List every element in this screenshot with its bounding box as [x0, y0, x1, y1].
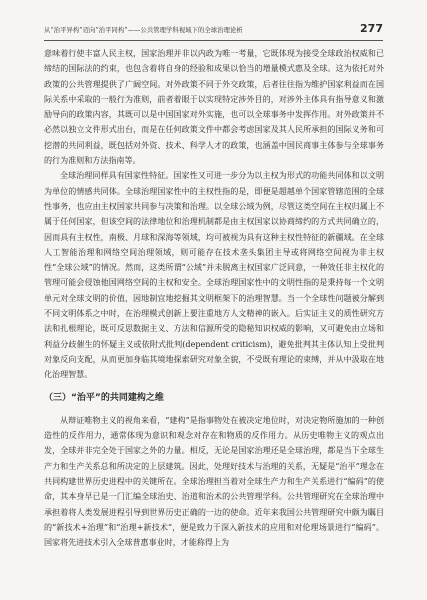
page-number: 277 — [360, 22, 383, 35]
section-heading: （三）“治平”的共同建构之维 — [44, 392, 164, 403]
running-head: 从“治平异构”迈向“治平同构”——公共管理学科视域下的全球治理论析 — [44, 27, 243, 34]
paragraph-dialectical-construction: 从辩证唯物主义的视角来看，“建构”是指事物处在被决定地位时，对决定物所施加的一种创造性的反作用力，通常体现为意识和观念对存在和物质的反作用力。从历史唯物主义的观点出发，全球并非完全处于国家之外的力量。相反，无论是国家治理还是全球治理，都是当下全球生产力和生产关系总和所决定的上层建筑。因此，处理好技术与治理的关系，无疑是“治平”理念在共同构建世界历史进程中的关键所在。全球治理担当着对全球生产力和生产关系进行“编码”的使命，其本身早已是一门汇编全球治史、治道和治术的公共管理学科。公共管理研究在全球治理中承担着将人类发展进程引导到世界历史正确的一边的使命。近年来我国公共管理研究中颇为瞩目的“新技术+治理”和“治理+新技术”，便是致力于深入新技术的应用和对伦理场景进行“编码”。国家将先进技术引入全球普惠事业时，才能称得上为 — [44, 415, 384, 548]
page-header — [44, 22, 383, 38]
page-body — [44, 46, 384, 551]
header-rule — [44, 40, 383, 41]
paragraph-continued: 意味着行使丰富人民主权，国家治理并非以内政为唯一考量，它既体现为接受全球政治权威和已缔结的国际法的约束，也包含着将自身的经验和成果以恰当的增量模式惠及全球。这为依托对外政策的公共管理提供了广阔空间。对外政策不同于外交政策，后者往往指为维护国家利益而在国际关系中采取的一般行为准则，前者着眼于以实现特定涉外目的，对涉外主体具有指导意义和激励导向的政策内容，其既可以是中国国家对外实施，也可以全球事务中发挥作用。对外政策并不必然以独立文件形式出台，而是在任何政策文件中都会考虑国家及其人民所承担的国际义务和可挖潜的共同利益，既包括对外资、技术、科学人才的政策，也涵盖中国民商事主体参与全球事务的行为准则和方法指南等。 — [44, 49, 384, 166]
paragraph-national-character: 全球治理同样具有国家性特征。国家性又可进一步分为以主权为形式的功能共同体和以文明为单位的情感共同体。全球治理国家性中的主权性指的是，即便是超越单个国家管辖范围的全球性事务，也应由主权国家共同参与决策和治理。以全球公域为例，尽管这类空间在主权归属上不属于任何国家，但该空间的法律地位和治理机制都是由主权国家以协商缔约的方式共同确立的，因而具有主权性，南极、月球和深海等领域，均可被视为具有这种主权性特征的新疆域。在全球人工智能治理和网络空间治理领域，则可能存在技术垄头集团主导或将网络空间视为非主权性“全球公域”的情况。然而，这类所谓“公域”并未脱离主权国家广泛同意，一种效任非主权化的管理可能会侵蚀他国网络空间的主权和安全。全球治理国家性中的文明性指的是秉持每一个文明单元对全球文明的价值，因地制宜地挖掘其文明框架下的治理智慧。当一个全球性问题被分解到不同文明体系之中时，在治理模式创新上要注重地方人文精神的嵌入。后实证主义的质性研究方法和扎根理论，既可反思数据主义、方法和信源所受的隐秘知识权威的影响，又可避免由立场和利益分歧催生的怀疑主义或依附式批判(dependent criticism)，避免批判其主体认知上受批判对象反向支配，从而更加身临其境地探索研究对象全貌，不受既有理论的束缚，并从中汲取在地化治理智慧。 — [44, 171, 384, 380]
